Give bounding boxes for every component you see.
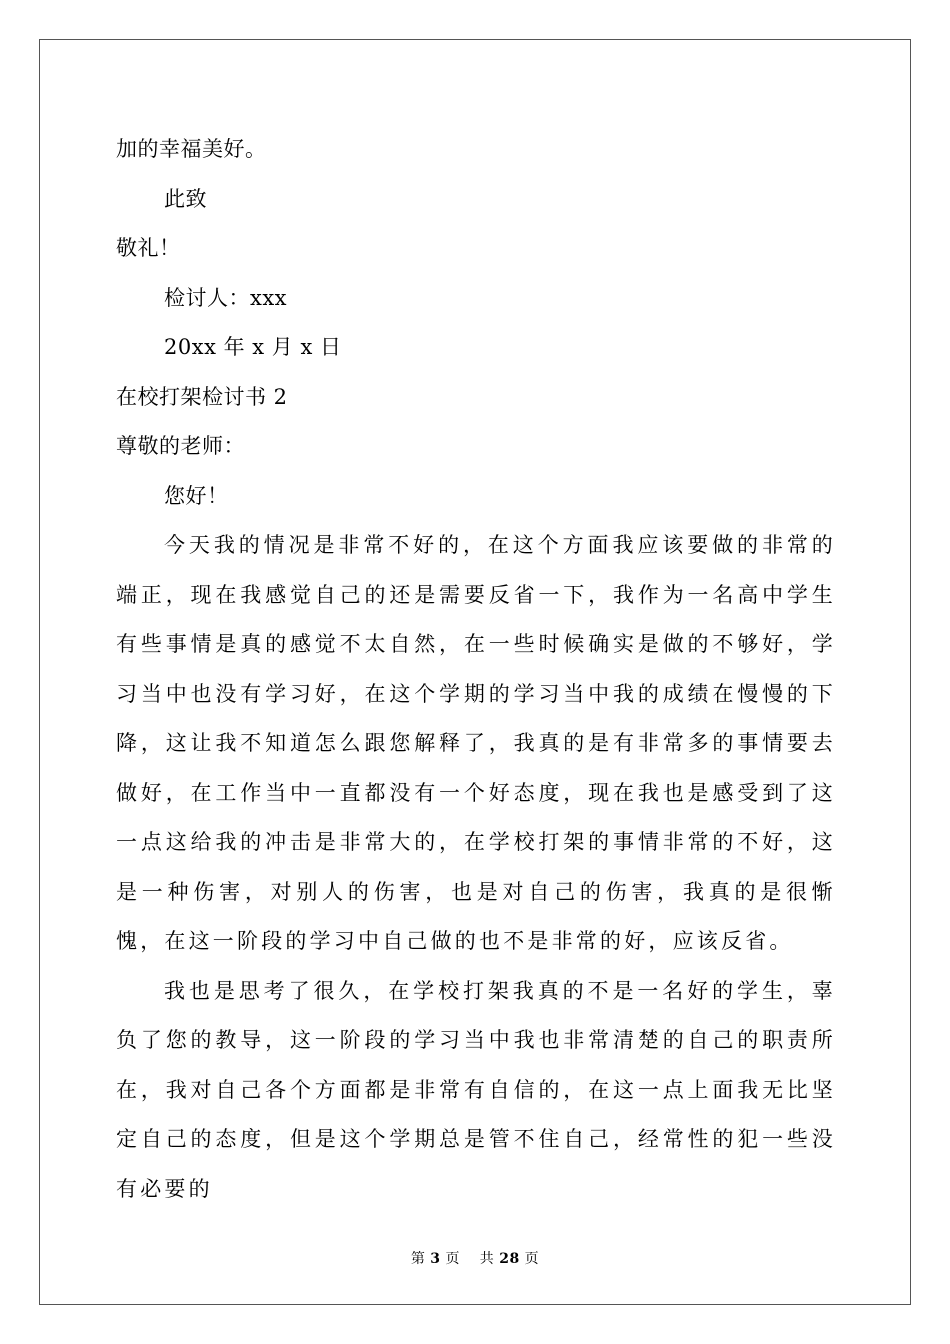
greeting-addressee: 尊敬的老师： bbox=[116, 434, 245, 458]
footer-page-label: 第 bbox=[410, 1251, 426, 1267]
body-paragraph-2: 我也是思考了很久，在学校打架我真的不是一名好的学生，辜负了您的教导，这一阶段的学习当中我也非常清楚的自己的职责所在，我对自己各个方面都是非常有自信的，在这一点上面我无比坚定自己的态度，但是这个学期总是管不住自己，经常性的犯一些没有必要的 bbox=[116, 978, 836, 1201]
footer-total-label: 共 bbox=[479, 1251, 495, 1267]
footer-total-suffix: 页 bbox=[524, 1251, 540, 1267]
salutation-cizhi: 此致 bbox=[164, 186, 207, 211]
closing-text: 加的幸福美好。 bbox=[116, 137, 267, 161]
footer-page-number: 3 bbox=[430, 1251, 441, 1267]
signature-author: 检讨人：xxx bbox=[164, 285, 288, 310]
section-title: 在校打架检讨书 2 bbox=[116, 384, 288, 409]
footer-total-number: 28 bbox=[499, 1251, 520, 1267]
greeting-hello: 您好！ bbox=[164, 483, 229, 508]
salutation-jingli: 敬礼！ bbox=[116, 236, 181, 260]
signature-date: 20xx 年 x 月 x 日 bbox=[164, 335, 342, 359]
footer-page-suffix: 页 bbox=[445, 1251, 460, 1267]
page-footer bbox=[0, 1248, 950, 1268]
document-body bbox=[116, 125, 836, 1214]
body-paragraph-1: 今天我的情况是非常不好的，在这个方面我应该要做的非常的端正，现在我感觉自己的还是需要反省一下，我作为一名高中学生有些事情是真的感觉不太自然，在一些时候确实是做的不够好，学习当中也没有学习好，在这个学期的学习当中我的成绩在慢慢的下降，这让我不知道怎么跟您解释了，我真的是有非常多的事情要去做好，在工作当中一直都没有一个好态度，现在我也是感受到了这一点这给我的冲击是非常大的，在学校打架的事情非常的不好，这是一种伤害，对别人的伤害，也是对自己的伤害，我真的是很惭愧，在这一阶段的学习中自己做的也不是非常的好，应该反省。 bbox=[116, 533, 836, 953]
